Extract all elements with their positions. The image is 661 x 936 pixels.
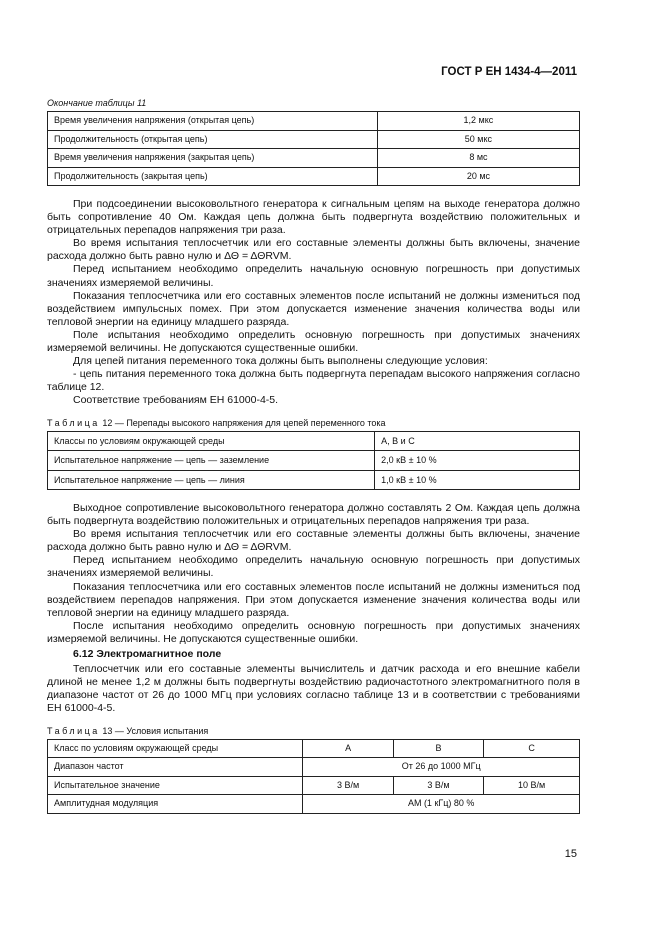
table-12 bbox=[47, 431, 580, 491]
table-cell: 10 В/м bbox=[484, 776, 580, 795]
table-row bbox=[48, 758, 580, 777]
table-row bbox=[48, 776, 580, 795]
paragraph: Показания теплосчетчика или его составных элементов после испытаний не должны измениться под воздействием перепадов напряжения. При этом допускается изменение значения количества воды или тепловой энергии на единицу младшего разряда. bbox=[47, 580, 580, 619]
table-cell: Диапазон частот bbox=[48, 758, 303, 777]
table-label: Таблица bbox=[47, 725, 100, 736]
document-header: ГОСТ Р ЕН 1434-4—2011 bbox=[441, 66, 577, 78]
table-cell: Испытательное значение bbox=[48, 776, 303, 795]
table-row bbox=[48, 451, 580, 471]
table-cell: 1,0 кВ ± 10 % bbox=[375, 470, 580, 490]
table-row bbox=[48, 130, 580, 149]
paragraph: Соответствие требованиям ЕН 61000-4-5. bbox=[73, 394, 279, 407]
table-13-caption bbox=[47, 726, 580, 736]
table-row bbox=[48, 167, 580, 186]
table-11 bbox=[47, 111, 580, 186]
table-caption-text: 12 — Перепады высокого напряжения для цепей переменного тока bbox=[102, 417, 386, 428]
paragraph: Поле испытания необходимо определить основную погрешность при допустимых значениях измеряемой величины. Не допускаются существенные ошибки. bbox=[47, 328, 580, 355]
table-cell: С bbox=[484, 739, 580, 758]
table-cell: В bbox=[393, 739, 483, 758]
table-cell: 20 мс bbox=[377, 167, 579, 186]
table-cell: АМ (1 кГц) 80 % bbox=[303, 795, 580, 814]
paragraph: - цепь питания переменного тока должна быть подвергнута перепадам высокого напряжения согласно таблице 12. bbox=[47, 368, 580, 394]
table-cell: Время увеличения напряжения (открытая цепь) bbox=[48, 112, 378, 131]
paragraph: Для цепей питания переменного тока должны быть выполнены следующие условия: bbox=[73, 355, 488, 368]
table-cell: От 26 до 1000 МГц bbox=[303, 758, 580, 777]
page-number: 15 bbox=[564, 848, 577, 860]
paragraph: Теплосчетчик или его составные элементы вычислитель и датчик расхода и его внешние кабели длиной не менее 1,2 м должны быть подвергнуты воздействию радиочастотного электромагнитного поля в диапазоне частот от 26 до 1000 МГц при условиях согласно таблице 13 и в соответствии с требованиями ЕН 61000-4-5. bbox=[47, 663, 580, 715]
table-cell: 8 мс bbox=[377, 149, 579, 168]
table-row bbox=[48, 795, 580, 814]
table-label: Таблица bbox=[47, 417, 100, 428]
text-block-2 bbox=[47, 502, 580, 646]
table-cell: А bbox=[303, 739, 393, 758]
table-cell: 3 В/м bbox=[393, 776, 483, 795]
table-cell: Продолжительность (открытая цепь) bbox=[48, 130, 378, 149]
section-title: 6.12 Электромагнитное поле bbox=[73, 648, 222, 661]
table-cell: 2,0 кВ ± 10 % bbox=[375, 451, 580, 471]
table-cell: Испытательное напряжение — цепь — линия bbox=[48, 470, 375, 490]
table-row bbox=[48, 431, 580, 451]
paragraph: Во время испытания теплосчетчик или его составные элементы должны быть включены, значение расхода должно быть равно нулю и ΔΘ = ΔΘRVM. bbox=[47, 237, 580, 263]
table-cell: Классы по условиям окружающей среды bbox=[48, 431, 375, 451]
table-row bbox=[48, 112, 580, 131]
table-cell: Время увеличения напряжения (закрытая цепь) bbox=[48, 149, 378, 168]
table-13 bbox=[47, 739, 580, 814]
page-content bbox=[47, 98, 580, 814]
paragraph: Показания теплосчетчика или его составных элементов после испытаний не должны измениться под воздействием импульсных помех. При этом допускается изменение значения количества воды или тепловой энергии на единицу младшего разряда. bbox=[47, 289, 580, 328]
table-cell: Испытательное напряжение — цепь — заземление bbox=[48, 451, 375, 471]
table-11-caption: Окончание таблицы 11 bbox=[47, 98, 147, 108]
table-cell: 1,2 мкс bbox=[377, 112, 579, 131]
table-cell: 50 мкс bbox=[377, 130, 579, 149]
paragraph: После испытания необходимо определить основную погрешность при допустимых значениях измеряемой величины. Не допускаются существенные ошибки. bbox=[47, 619, 580, 645]
table-row bbox=[48, 739, 580, 758]
paragraph: Перед испытанием необходимо определить начальную основную погрешность при допустимых значениях измеряемой величины. bbox=[47, 263, 580, 289]
table-cell: Амплитудная модуляция bbox=[48, 795, 303, 814]
table-cell: Продолжительность (закрытая цепь) bbox=[48, 167, 378, 186]
table-12-caption bbox=[47, 418, 580, 428]
paragraph: При подсоединении высоковольтного генератора к сигнальным цепям на выходе генератора должно быть сопротивление 40 Ом. Каждая цепь должна быть подвергнута воздействию положительных и отрицательных перепадов напряжения три раза. bbox=[47, 198, 580, 237]
paragraph: Перед испытанием необходимо определить начальную основную погрешность при допустимых значениях измеряемой величины. bbox=[47, 554, 580, 580]
paragraph: Выходное сопротивление высоковольтного генератора должно составлять 2 Ом. Каждая цепь должна быть подвергнута воздействию положительных и отрицательных перепадов напряжения три раза. bbox=[47, 502, 580, 528]
table-cell: 3 В/м bbox=[303, 776, 393, 795]
table-caption-text: 13 — Условия испытания bbox=[102, 725, 209, 736]
table-cell: А, В и С bbox=[375, 431, 580, 451]
text-block-1 bbox=[47, 198, 580, 408]
paragraph: Во время испытания теплосчетчик или его составные элементы должны быть включены, значение расхода должно быть равно нулю и ΔΘ = ΔΘRVM. bbox=[47, 528, 580, 554]
table-row bbox=[48, 149, 580, 168]
table-cell: Класс по условиям окружающей среды bbox=[48, 739, 303, 758]
table-row bbox=[48, 470, 580, 490]
